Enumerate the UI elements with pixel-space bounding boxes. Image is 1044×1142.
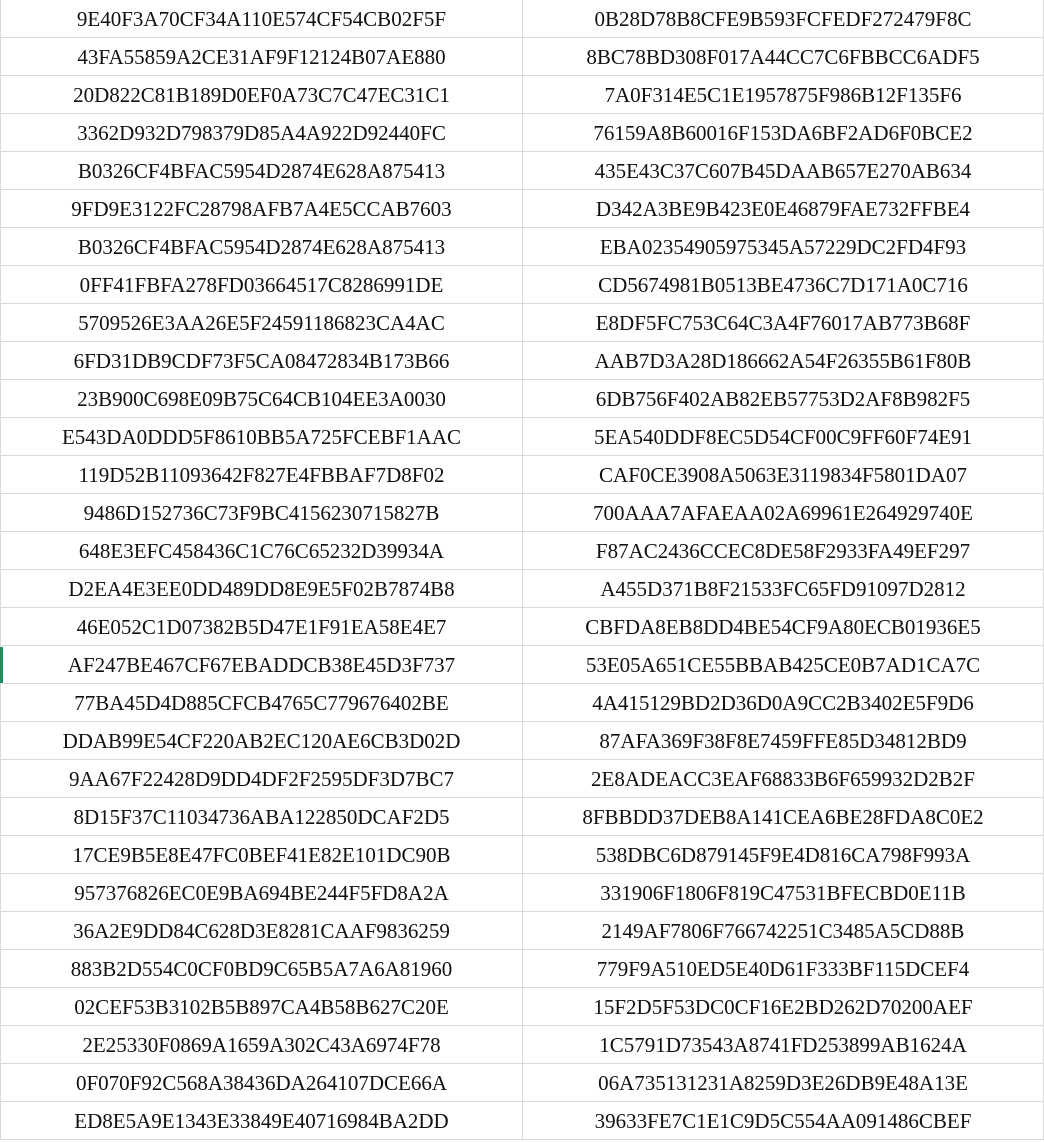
grid-cell[interactable]: 3362D932D798379D85A4A922D92440FC <box>0 114 523 152</box>
grid-cell[interactable]: 2E25330F0869A1659A302C43A6974F78 <box>0 1026 523 1064</box>
grid-cell[interactable]: DDAB99E54CF220AB2EC120AE6CB3D02D <box>0 722 523 760</box>
grid-cell[interactable]: 0F070F92C568A38436DA264107DCE66A <box>0 1064 523 1102</box>
table-row <box>0 1102 1044 1140</box>
table-row <box>0 760 1044 798</box>
grid-cell[interactable]: 9AA67F22428D9DD4DF2F2595DF3D7BC7 <box>0 760 523 798</box>
grid-cell[interactable]: 0B28D78B8CFE9B593FCFEDF272479F8C <box>523 0 1044 38</box>
table-row <box>0 418 1044 456</box>
grid-cell[interactable]: 331906F1806F819C47531BFECBD0E11B <box>523 874 1044 912</box>
grid-cell[interactable]: 77BA45D4D885CFCB4765C779676402BE <box>0 684 523 722</box>
grid-cell[interactable]: 8FBBDD37DEB8A141CEA6BE28FDA8C0E2 <box>523 798 1044 836</box>
grid-cell[interactable]: AAB7D3A28D186662A54F26355B61F80B <box>523 342 1044 380</box>
grid-cell[interactable]: 76159A8B60016F153DA6BF2AD6F0BCE2 <box>523 114 1044 152</box>
grid-cell[interactable]: A455D371B8F21533FC65FD91097D2812 <box>523 570 1044 608</box>
grid-cell[interactable]: CAF0CE3908A5063E3119834F5801DA07 <box>523 456 1044 494</box>
grid-cell[interactable]: 20D822C81B189D0EF0A73C7C47EC31C1 <box>0 76 523 114</box>
grid-cell[interactable]: E543DA0DDD5F8610BB5A725FCEBF1AAC <box>0 418 523 456</box>
table-row <box>0 38 1044 76</box>
grid-cell[interactable]: 779F9A510ED5E40D61F333BF115DCEF4 <box>523 950 1044 988</box>
grid-cell[interactable]: 06A735131231A8259D3E26DB9E48A13E <box>523 1064 1044 1102</box>
table-row <box>0 1026 1044 1064</box>
grid-cell[interactable]: 87AFA369F38F8E7459FFE85D34812BD9 <box>523 722 1044 760</box>
grid-cell[interactable]: 9FD9E3122FC28798AFB7A4E5CCAB7603 <box>0 190 523 228</box>
grid-cell[interactable]: 36A2E9DD84C628D3E8281CAAF9836259 <box>0 912 523 950</box>
table-row <box>0 0 1044 38</box>
grid-cell[interactable]: 46E052C1D07382B5D47E1F91EA58E4E7 <box>0 608 523 646</box>
grid-cell[interactable]: 5EA540DDF8EC5D54CF00C9FF60F74E91 <box>523 418 1044 456</box>
grid-cell[interactable]: 4A415129BD2D36D0A9CC2B3402E5F9D6 <box>523 684 1044 722</box>
grid-cell[interactable]: 17CE9B5E8E47FC0BEF41E82E101DC90B <box>0 836 523 874</box>
grid-cell[interactable]: 648E3EFC458436C1C76C65232D39934A <box>0 532 523 570</box>
grid-cell[interactable]: CBFDA8EB8DD4BE54CF9A80ECB01936E5 <box>523 608 1044 646</box>
grid-cell[interactable]: 23B900C698E09B75C64CB104EE3A0030 <box>0 380 523 418</box>
grid-cell[interactable]: CD5674981B0513BE4736C7D171A0C716 <box>523 266 1044 304</box>
grid-cell[interactable]: AF247BE467CF67EBADDCB38E45D3F737 <box>0 646 523 684</box>
table-row <box>0 950 1044 988</box>
grid-cell[interactable]: 53E05A651CE55BBAB425CE0B7AD1CA7C <box>523 646 1044 684</box>
grid-cell[interactable]: 6FD31DB9CDF73F5CA08472834B173B66 <box>0 342 523 380</box>
grid-cell[interactable]: D2EA4E3EE0DD489DD8E9E5F02B7874B8 <box>0 570 523 608</box>
grid-cell[interactable]: 0FF41FBFA278FD03664517C8286991DE <box>0 266 523 304</box>
table-row <box>0 76 1044 114</box>
grid-cell[interactable]: 1C5791D73543A8741FD253899AB1624A <box>523 1026 1044 1064</box>
table-row <box>0 532 1044 570</box>
table-row <box>0 912 1044 950</box>
active-row-indicator <box>0 647 3 683</box>
grid-cell[interactable]: ED8E5A9E1343E33849E40716984BA2DD <box>0 1102 523 1140</box>
table-row <box>0 874 1044 912</box>
table-row <box>0 190 1044 228</box>
table-row <box>0 228 1044 266</box>
grid-cell[interactable]: F87AC2436CCEC8DE58F2933FA49EF297 <box>523 532 1044 570</box>
grid-cell[interactable]: 700AAA7AFAEAA02A69961E264929740E <box>523 494 1044 532</box>
table-row <box>0 380 1044 418</box>
grid-cell[interactable]: 9486D152736C73F9BC4156230715827B <box>0 494 523 532</box>
table-row <box>0 684 1044 722</box>
grid-cell[interactable]: 39633FE7C1E1C9D5C554AA091486CBEF <box>523 1102 1044 1140</box>
grid-cell[interactable]: 883B2D554C0CF0BD9C65B5A7A6A81960 <box>0 950 523 988</box>
grid-cell[interactable]: 8BC78BD308F017A44CC7C6FBBCC6ADF5 <box>523 38 1044 76</box>
grid-cell[interactable]: B0326CF4BFAC5954D2874E628A875413 <box>0 228 523 266</box>
table-row <box>0 494 1044 532</box>
table-row <box>0 608 1044 646</box>
grid-cell[interactable]: 7A0F314E5C1E1957875F986B12F135F6 <box>523 76 1044 114</box>
grid-cell[interactable]: 2E8ADEACC3EAF68833B6F659932D2B2F <box>523 760 1044 798</box>
grid-cell[interactable]: 435E43C37C607B45DAAB657E270AB634 <box>523 152 1044 190</box>
grid-cell[interactable]: 5709526E3AA26E5F24591186823CA4AC <box>0 304 523 342</box>
table-row <box>0 152 1044 190</box>
grid-cell[interactable]: B0326CF4BFAC5954D2874E628A875413 <box>0 152 523 190</box>
grid-cell[interactable]: 119D52B11093642F827E4FBBAF7D8F02 <box>0 456 523 494</box>
grid-cell[interactable]: 9E40F3A70CF34A110E574CF54CB02F5F <box>0 0 523 38</box>
table-row <box>0 456 1044 494</box>
table-row <box>0 342 1044 380</box>
table-row <box>0 988 1044 1026</box>
grid-cell[interactable]: 2149AF7806F766742251C3485A5CD88B <box>523 912 1044 950</box>
grid-cell[interactable]: 43FA55859A2CE31AF9F12124B07AE880 <box>0 38 523 76</box>
grid-cell[interactable]: D342A3BE9B423E0E46879FAE732FFBE4 <box>523 190 1044 228</box>
table-row <box>0 1064 1044 1102</box>
grid-cell[interactable]: 8D15F37C11034736ABA122850DCAF2D5 <box>0 798 523 836</box>
table-row <box>0 114 1044 152</box>
grid-cell[interactable]: 02CEF53B3102B5B897CA4B58B627C20E <box>0 988 523 1026</box>
table-row <box>0 304 1044 342</box>
grid-cell[interactable]: EBA02354905975345A57229DC2FD4F93 <box>523 228 1044 266</box>
table-row <box>0 722 1044 760</box>
table-row <box>0 836 1044 874</box>
grid-cell[interactable]: 6DB756F402AB82EB57753D2AF8B982F5 <box>523 380 1044 418</box>
grid-cell[interactable]: E8DF5FC753C64C3A4F76017AB773B68F <box>523 304 1044 342</box>
table-row <box>0 798 1044 836</box>
grid-cell[interactable]: 15F2D5F53DC0CF16E2BD262D70200AEF <box>523 988 1044 1026</box>
grid-cell[interactable]: 957376826EC0E9BA694BE244F5FD8A2A <box>0 874 523 912</box>
table-row <box>0 570 1044 608</box>
table-row <box>0 266 1044 304</box>
grid-cell[interactable]: 538DBC6D879145F9E4D816CA798F993A <box>523 836 1044 874</box>
table-row-selected <box>0 646 1044 684</box>
